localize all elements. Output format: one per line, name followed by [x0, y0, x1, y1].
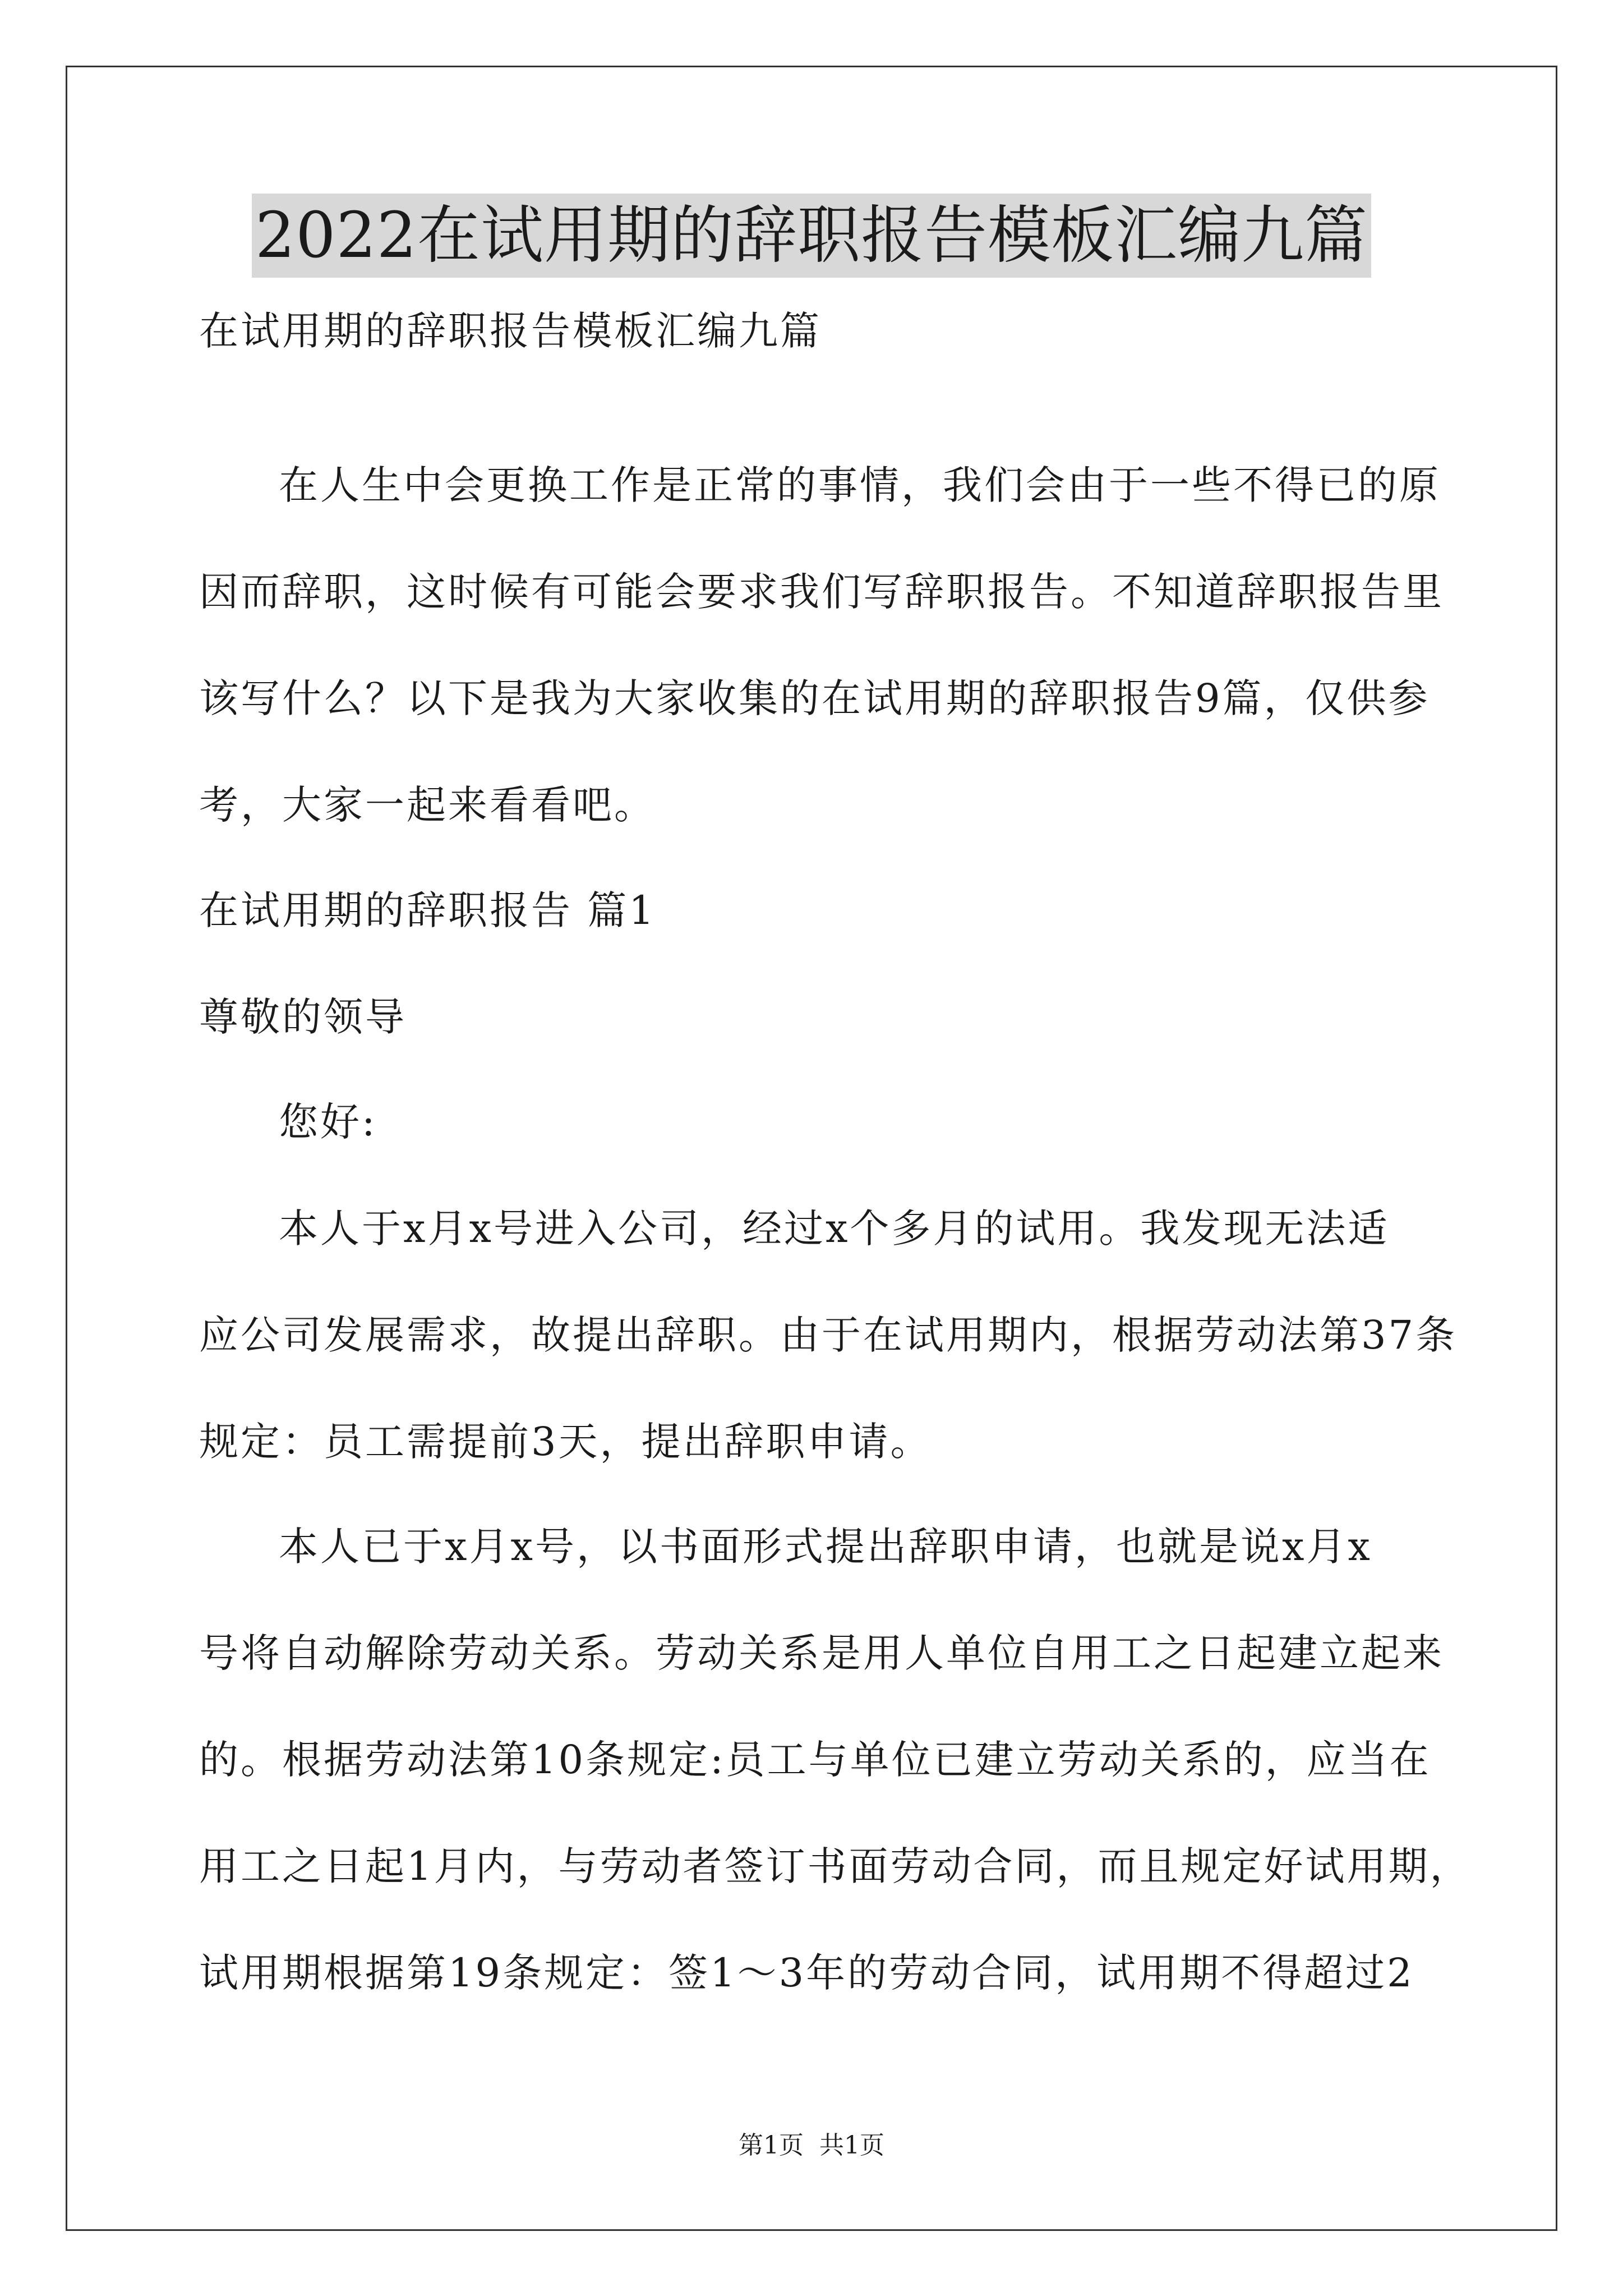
paragraph-line: 因而辞职，这时候有可能会要求我们写辞职报告。不知道辞职报告里: [199, 569, 1444, 615]
paragraph-line: 本人于x月x号进入公司，经过x个多月的试用。我发现无法适: [279, 1205, 1390, 1251]
page-footer: [0, 2129, 1623, 2162]
salutation: 尊敬的领导: [199, 994, 407, 1040]
paragraph-line: 该写什么？以下是我为大家收集的在试用期的辞职报告9篇，仅供参: [199, 675, 1430, 721]
paragraph-line: 本人已于x月x号，以书面形式提出辞职申请，也就是说x月x: [279, 1524, 1372, 1570]
paragraph-line: 的。根据劳动法第10条规定:员工与单位已建立劳动关系的，应当在: [199, 1737, 1431, 1783]
paragraph-line: 应公司发展需求，故提出辞职。由于在试用期内，根据劳动法第37条: [199, 1312, 1458, 1358]
section-heading: 在试用期的辞职报告 篇1: [199, 887, 656, 933]
paragraph-line: 在人生中会更换工作是正常的事情，我们会由于一些不得已的原: [279, 462, 1441, 508]
subtitle-line: 在试用期的辞职报告模板汇编九篇: [199, 308, 822, 354]
page-border: [66, 66, 1557, 2231]
greeting: 您好:: [279, 1099, 377, 1145]
paragraph-line: 试用期根据第19条规定：签1～3年的劳动合同，试用期不得超过2: [199, 1950, 1414, 1996]
page-total: 共1页: [819, 2131, 884, 2160]
document-title: 2022在试用期的辞职报告模板汇编九篇: [252, 194, 1371, 278]
paragraph-line: 考，大家一起来看看吧。: [199, 782, 656, 828]
paragraph-line: 号将自动解除劳动关系。劳动关系是用人单位自用工之日起建立起来: [199, 1630, 1444, 1676]
paragraph-line: 用工之日起1月内，与劳动者签订书面劳动合同，而且规定好试用期，: [199, 1843, 1472, 1889]
title-container: [0, 194, 1623, 278]
paragraph-line: 规定：员工需提前3天，提出辞职申请。: [199, 1419, 932, 1465]
page-number: 第1页: [739, 2131, 804, 2160]
